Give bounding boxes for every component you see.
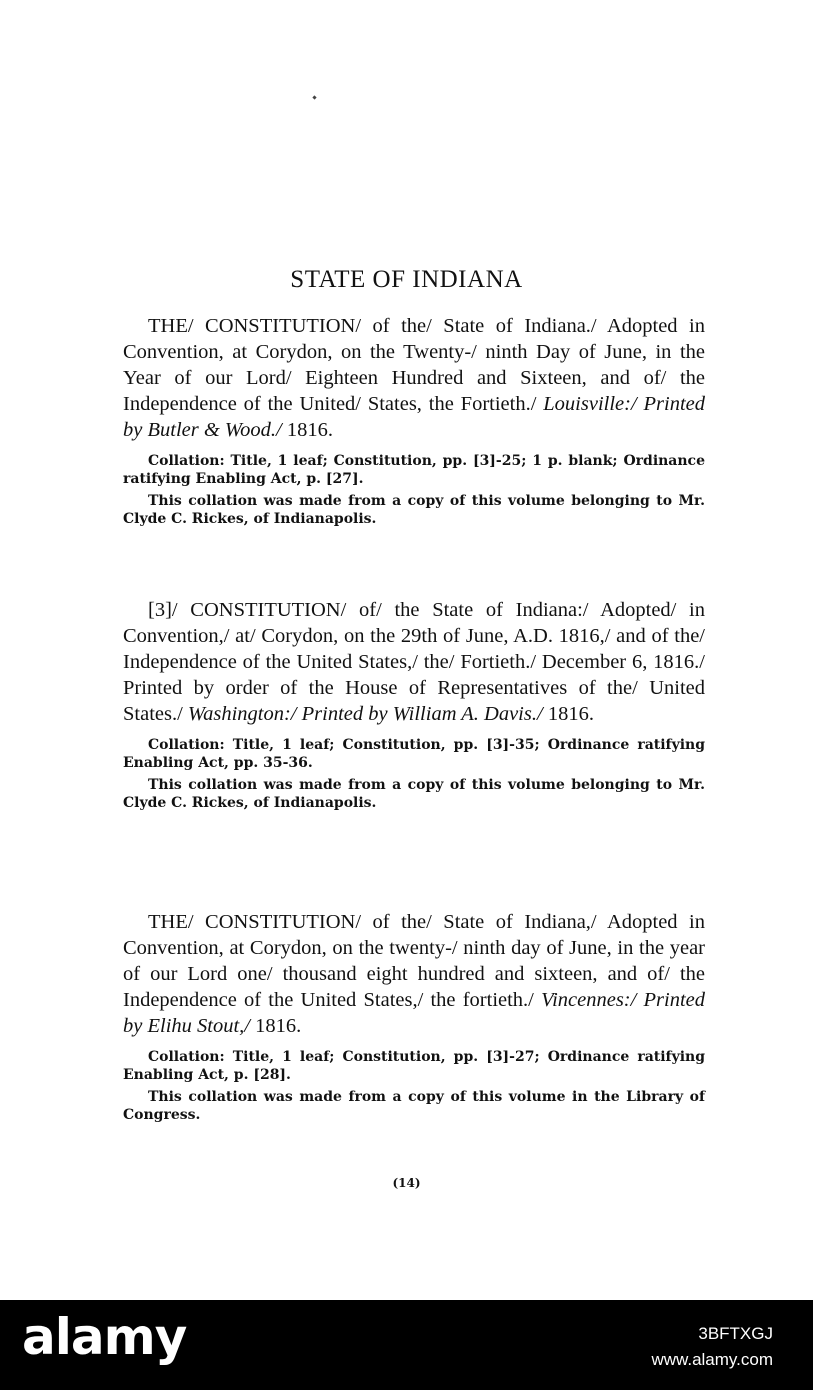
citation-imprint: Louisville:/ Printed by Butler & Wood./: [123, 393, 705, 441]
entry-collation: Collation: Title, 1 leaf; Constitution, pp. [3]-35; Ordinance ratifying Enabling Act, pp. 35-36.: [123, 737, 705, 771]
citation-imprint: Vincennes:/ Printed by Elihu Stout,/: [123, 989, 706, 1037]
entry-collation: Collation: Title, 1 leaf; Constitution, pp. [3]-25; 1 p. blank; Ordinance ratifying Enabling Act, p. [27].: [123, 453, 705, 487]
watermark-url: www.alamy.com: [651, 1350, 773, 1369]
entry-note: This collation was made from a copy of this volume belonging to Mr. Clyde C. Rickes, of Indianapolis.: [123, 777, 705, 811]
entry-citation: [123, 313, 705, 443]
citation-text: THE/ CONSTITUTION/ of the/ State of Indiana,/ Adopted in Convention, at Corydon, on the twenty-/ ninth day of June, in the year of our Lord one/ thousand eight hundred and sixteen, and of/ the Independence of the United States,/ the fortieth./: [123, 911, 705, 1011]
watermark-banner: [0, 1300, 813, 1390]
image-id: 3BFTXGJ: [698, 1324, 773, 1343]
page-number: (14): [392, 1176, 421, 1190]
entry-citation: [123, 597, 705, 727]
entry-note: This collation was made from a copy of this volume in the Library of Congress.: [123, 1089, 705, 1123]
citation-imprint: Washington:/ Printed by William A. Davis./: [187, 703, 543, 725]
citation-text: THE/ CONSTITUTION/ of the/ State of Indiana./ Adopted in Convention, at Corydon, on the Twenty-/ ninth Day of June, in the Year of our Lord/ Eighteen Hundred and Sixteen, and of/ the Independence of the United/ States, the Fortieth./: [123, 315, 705, 415]
entry-collation: Collation: Title, 1 leaf; Constitution, pp. [3]-27; Ordinance ratifying Enabling Act, p. [28].: [123, 1049, 705, 1083]
bibliography-entry: [123, 597, 705, 812]
bibliography-entry: [123, 909, 705, 1124]
page-title: STATE OF INDIANA: [290, 266, 523, 293]
entry-note: This collation was made from a copy of this volume belonging to Mr. Clyde C. Rickes, of Indianapolis.: [123, 493, 705, 527]
citation-text: [3]/ CONSTITUTION/ of/ the State of Indiana:/ Adopted/ in Convention,/ at/ Corydon, on the 29th of June, A.D. 1816,/ and of the/ Independence of the United States,/ the/ Fortieth./ December 6, 1816./ Printed by order of the House of Representatives of the/ United States./: [123, 599, 705, 725]
citation-year: 1816.: [281, 419, 333, 441]
alamy-logo: alamy: [22, 1308, 187, 1366]
citation-year: 1816.: [249, 1015, 302, 1037]
paper-speck: [312, 95, 316, 99]
bibliography-entry: [123, 313, 705, 528]
entry-citation: [123, 909, 705, 1039]
citation-year: 1816.: [542, 703, 594, 725]
